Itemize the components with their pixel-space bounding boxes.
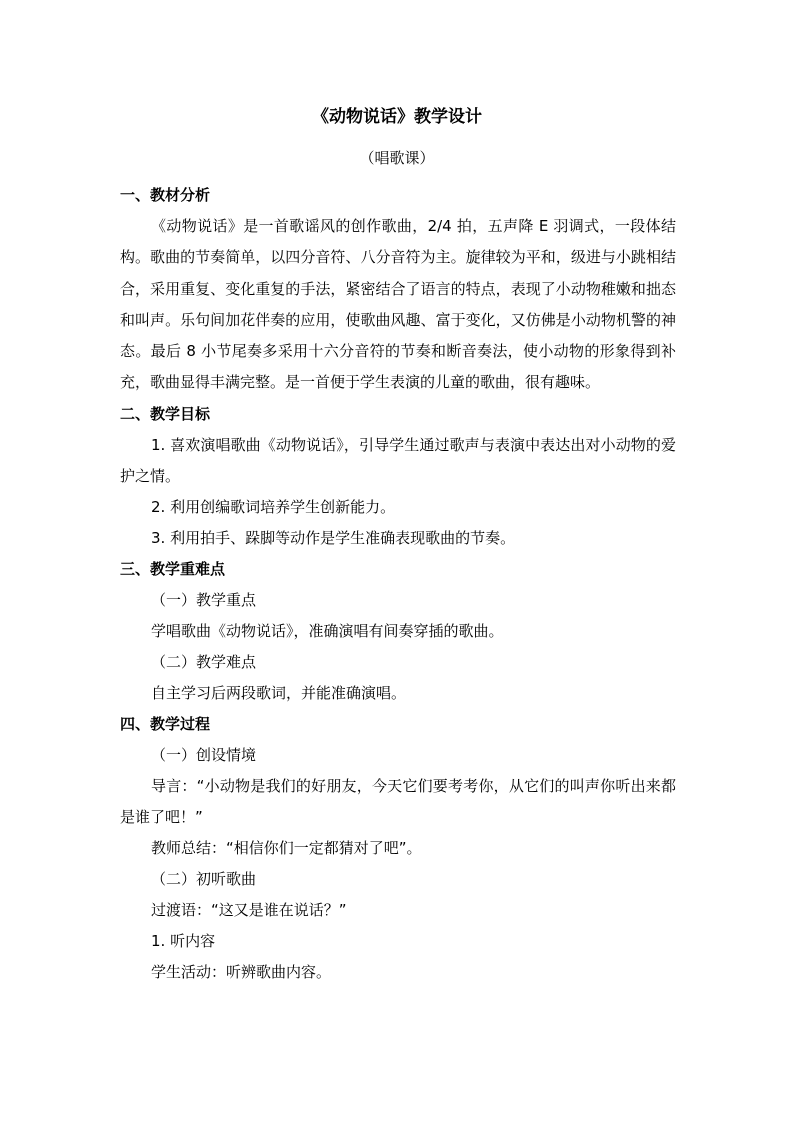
objective-item-2: 2. 利用创编歌词培养学生创新能力。 [151,497,396,516]
page-subtitle: （唱歌课） [359,149,435,167]
section-heading-analysis: 一、教材分析 [120,186,211,204]
page-title: 《动物说话》教学设计 [312,107,482,127]
section-heading-key-points: 三、教学重难点 [120,559,226,578]
document-body [120,180,676,988]
subheading-scenario: （一）创设情境 [151,745,257,764]
subheading-first-listen: （二）初听歌曲 [151,869,257,888]
subheading-difficulty: （二）教学难点 [151,652,257,671]
student-activity-text: 学生活动：听辨歌曲内容。 [151,962,332,981]
section-heading-process: 四、教学过程 [120,714,211,733]
key-point-text: 学唱歌曲《动物说话》，准确演唱有间奏穿插的歌曲。 [151,621,504,640]
objective-item-3: 3. 利用拍手、跺脚等动作是学生准确表现歌曲的节奏。 [151,528,516,547]
subheading-key-point: （一）教学重点 [151,590,257,609]
section-heading-objectives: 二、教学目标 [120,404,211,423]
intro-text: 导言：“小动物是我们的好朋友，今天它们要考考你，从它们的叫声你听出来都是谁了吧！” [120,776,676,826]
transition-text: 过渡语：“这又是谁在说话？” [151,900,347,919]
teacher-summary-text: 教师总结：“相信你们一定都猜对了吧”。 [151,838,422,857]
step-listen-content: 1. 听内容 [151,931,216,950]
difficulty-text: 自主学习后两段歌词，并能准确演唱。 [151,683,407,702]
objective-item-1: 1. 喜欢演唱歌曲《动物说话》，引导学生通过歌声与表演中表达出对小动物的爱护之情。 [120,435,676,485]
analysis-paragraph: 《动物说话》是一首歌谣风的创作歌曲，2/4 拍，五声降 E 羽调式，一段体结构。歌曲的节奏简单，以四分音符、八分音符为主。旋律较为平和，级进与小跳相结合，采用重复、变化重复的手法，紧密结合了语言的特点，表现了小动物稚嫩和拙态和叫声。乐句间加花伴奏的应用，使歌曲风趣、富于变化，又仿佛是小动物机警的神态。最后 8 小节尾奏多采用十六分音符的节奏和断音奏法，使小动物的形象得到补充，歌曲显得丰满完整。是一首便于学生表演的儿童的歌曲，很有趣味。 [120,217,676,392]
